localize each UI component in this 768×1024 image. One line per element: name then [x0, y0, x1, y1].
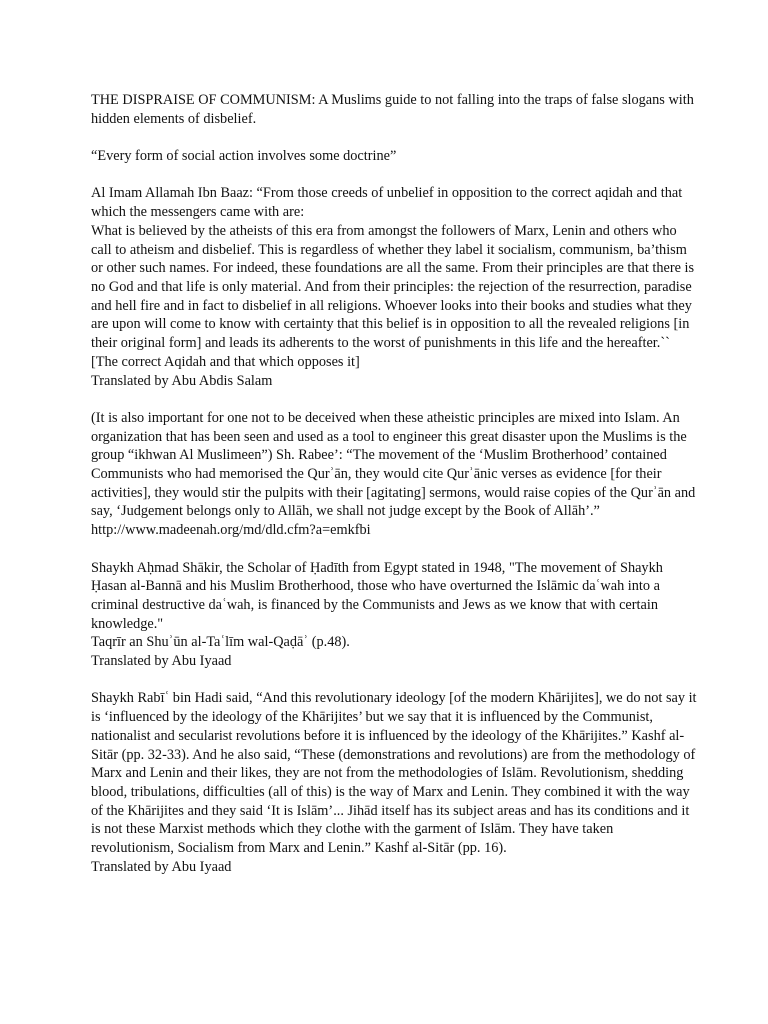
text-line: Ḥasan al-Bannā and his Muslim Brotherhood, those who have overturned the Islāmic daʿwah into a: [91, 578, 660, 595]
rabi-hadi-paragraph: [91, 689, 697, 876]
text-line: Communists who had memorised the Qurʾān, they would cite Qurʾānic verses as evidence [for their: [91, 466, 662, 483]
text-line: (It is also important for one not to be deceived when these atheistic principles are mixed into Islam. An: [91, 409, 680, 426]
text-line: Marx and Lenin and their likes, they are not from the methodologies of Islām. Revolutionism, shedding: [91, 765, 684, 782]
translator-line: Translated by Abu Iyaad: [91, 653, 232, 670]
text-line: nationalist and secularist revolutions before it is influenced by the ideology of the Khārijites.” Kashf al-: [91, 727, 685, 744]
text-line: Shaykh Rabīʿ bin Hadi said, “And this revolutionary ideology [of the modern Khārijites], we do not say it: [91, 690, 697, 707]
paragraph-gap: [91, 166, 681, 185]
text-line: say, ‘Judgement belongs only to Allāh, we shall not judge except by the Book of Allāh’.”: [91, 503, 600, 520]
paragraph-gap: [91, 671, 681, 690]
text-line: hidden elements of disbelief.: [91, 110, 257, 127]
text-line: Shaykh Aḥmad Shākir, the Scholar of Ḥadīth from Egypt stated in 1948, "The movement of Shaykh: [91, 559, 663, 576]
text-line: their original form] and leads its adherents to the worst of punishments in this life and the hereafter.``: [91, 335, 670, 352]
text-line: “Every form of social action involves some doctrine”: [91, 148, 397, 165]
text-line: and hell fire and in fact to disbelief in all religions. Whoever looks into their books and studies what they: [91, 297, 692, 314]
document-page: [91, 91, 697, 876]
text-line: knowledge.": [91, 615, 164, 632]
text-line: THE DISPRAISE OF COMMUNISM: A Muslims guide to not falling into the traps of false slogans with: [91, 92, 694, 108]
paragraph-gap: [91, 128, 681, 147]
text-line: criminal destructive daʿwah, is financed by the Communists and Jews as we know that with certain: [91, 596, 658, 613]
text-line: activities], they would stir the pulpits with their [agitating] sermons, would raise copies of the Qurʾān and: [91, 484, 696, 501]
text-line: organization that has been seen and used as a tool to engineer this great disaster upon the Muslims is the: [91, 428, 687, 445]
quote-paragraph: [91, 147, 681, 166]
text-line: group “ikhwan Al Muslimeen”) Sh. Rabee’: “The movement of the ‘Muslim Brotherhood’ contained: [91, 447, 667, 464]
translator-line: Translated by Abu Abdis Salam: [91, 372, 273, 389]
text-line: Sitār (pp. 32-33). And he also said, “These (demonstrations and revolutions) are from the methodology of: [91, 746, 696, 763]
citation-line: Taqrīr an Shuʾūn al-Taʿlīm wal-Qaḍāʾ (p.48).: [91, 634, 350, 651]
text-line: are upon will come to know with certainty that this belief is in opposition to all the revealed religions [in: [91, 316, 690, 333]
text-line: is not these Marxist methods which they clothe with the garment of Islām. They have taken: [91, 821, 614, 838]
text-line: which the messengers came with are:: [91, 204, 305, 221]
text-line: or other such names. For indeed, these foundations are all the same. From their principles are that there is: [91, 260, 695, 277]
translator-line: Translated by Abu Iyaad: [91, 858, 232, 875]
ibn-baaz-paragraph: [91, 184, 695, 390]
text-line: blood, tribulations, difficulties (all of this) is the way of Marx and Lenin. They combined it with the way: [91, 783, 690, 800]
shakir-paragraph: [91, 559, 681, 671]
title-paragraph: [91, 91, 694, 128]
text-line: call to atheism and disbelief. This is regardless of whether they label it socialism, communism, ba’thism: [91, 241, 687, 258]
source-url-line: http://www.madeenah.org/md/dld.cfm?a=emkfbi: [91, 522, 371, 539]
text-line: What is believed by the atheists of this era from amongst the followers of Marx, Lenin and others who: [91, 222, 677, 239]
text-line: is ‘influenced by the ideology of the Khārijites’ but we say that it is influenced by the Communist,: [91, 709, 653, 726]
citation-line: [The correct Aqidah and that which opposes it]: [91, 353, 360, 370]
paragraph-gap: [91, 540, 681, 559]
text-line: of the Khārijites and they said ‘It is Islām’... Jihād itself has its subject areas and has its conditions and it: [91, 802, 690, 819]
text-line: no God and that life is only material. And from their principles: the rejection of the resurrection, paradise: [91, 279, 692, 295]
paragraph-gap: [91, 390, 681, 409]
rabee-paragraph: [91, 409, 696, 540]
text-line: revolutionism, Socialism from Marx and Lenin.” Kashf al-Sitār (pp. 16).: [91, 840, 507, 857]
text-line: Al Imam Allamah Ibn Baaz: “From those creeds of unbelief in opposition to the correct aqidah and that: [91, 185, 683, 202]
